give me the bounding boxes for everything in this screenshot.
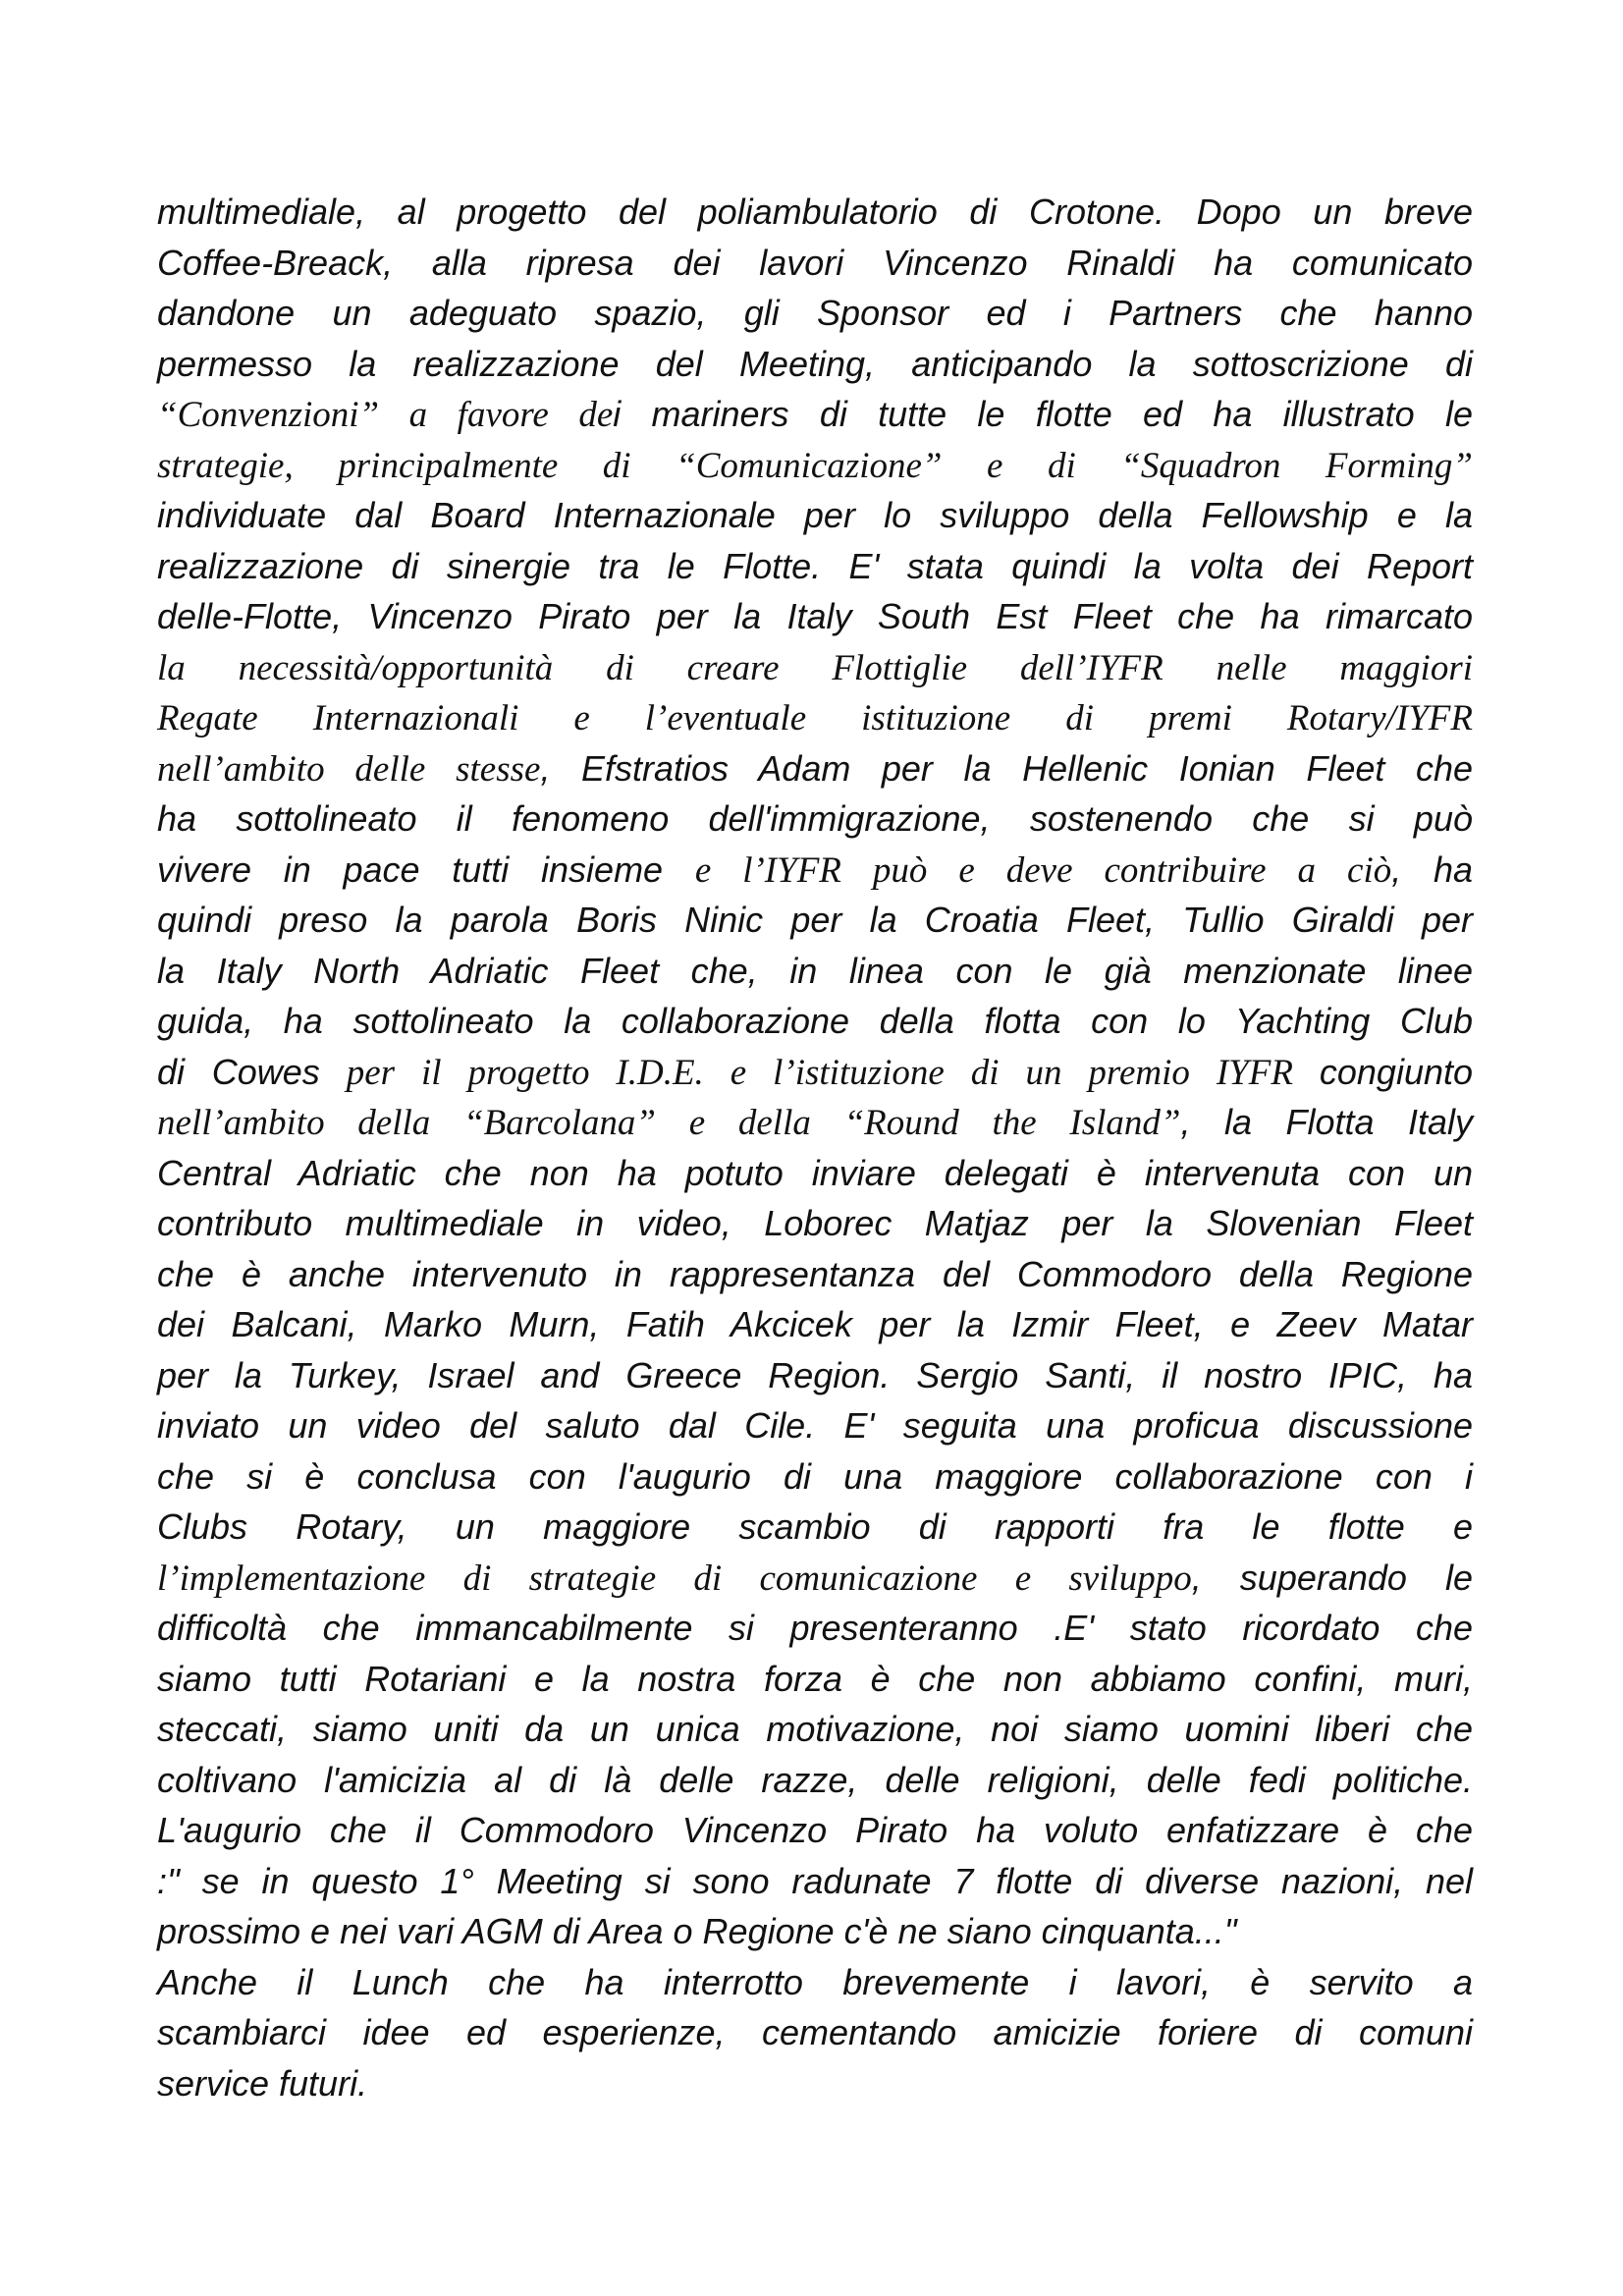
text-segment: dei Balcani, Marko Murn, Fatih Akcicek per la Izmir Fleet, e Zeev Matar [157, 1304, 1473, 1344]
text-line [157, 845, 1473, 896]
text-line [157, 1603, 1473, 1654]
text-segment: l’implementazione di strategie di comunicazione e sviluppo [157, 1558, 1192, 1599]
text-segment: service futuri. [157, 2062, 368, 2104]
text-line [157, 1906, 1473, 1957]
text-segment: per il progetto I.D.E. e l’istituzione di un premio IYFR [319, 1052, 1320, 1093]
text-segment: che si è conclusa con l'augurio di una maggiore collaborazione con i [157, 1455, 1473, 1497]
text-line [157, 946, 1473, 997]
text-line [157, 1755, 1473, 1806]
text-segment: :" se in questo 1° Meeting si sono radunate 7 flotte di diverse nazioni, nel [157, 1860, 1473, 1901]
text-line [157, 996, 1473, 1047]
text-line [157, 1198, 1473, 1249]
text-line [157, 1047, 1473, 1098]
text-line [157, 793, 1473, 845]
text-line [157, 1805, 1473, 1856]
text-segment: individuate dal Board Internazionale per lo sviluppo della Fellowship e la [157, 495, 1473, 535]
text-segment: realizzazione di sinergie tra le Flotte. E' stata quindi la volta dei Report [157, 545, 1473, 586]
text-line [157, 339, 1473, 390]
text-line [157, 187, 1473, 238]
text-segment: , superando le [1191, 1557, 1473, 1598]
text-line [157, 1502, 1473, 1553]
text-segment: quindi preso la parola Boris Ninic per la Croatia Fleet, Tullio Giraldi per [157, 900, 1473, 940]
text-segment: , la Flotta Italy [1180, 1102, 1473, 1142]
text-segment: delle-Flotte, Vincenzo Pirato per la Italy South Est Fleet che ha rimarcato [157, 596, 1473, 636]
text-line [157, 389, 1473, 440]
text-segment: permesso la realizzazione del Meeting, anticipando la sottoscrizione di [157, 343, 1473, 384]
text-segment: steccati, siamo uniti da un unica motivazione, noi siamo uomini liberi che [157, 1709, 1473, 1749]
text-segment: ha sottolineato il fenomeno dell'immigrazione, sostenendo che si può [157, 798, 1473, 839]
text-line [157, 288, 1473, 339]
text-line [157, 1400, 1473, 1451]
text-line [157, 692, 1473, 743]
text-line [157, 1553, 1473, 1604]
text-segment: Central Adriatic che non ha potuto inviare delegati è intervenuta con un [157, 1152, 1473, 1193]
text-segment: nell’ambito delle stesse [157, 748, 541, 790]
text-line [157, 895, 1473, 946]
text-segment: prossimo e nei vari AGM di Area o Regione c'è ne siano cinquanta..." [157, 1911, 1237, 1951]
text-segment: strategie, principalmente di “Comunicazione” e di “Squadron Forming” [157, 445, 1473, 486]
text-line [157, 1148, 1473, 1199]
text-line [157, 642, 1473, 693]
text-segment: guida, ha sottolineato la collaborazione della flotta con lo Yachting Club [157, 1001, 1473, 1041]
text-segment: dandone un adeguato spazio, gli Sponsor ed i Partners che hanno [157, 293, 1473, 333]
text-line [157, 541, 1473, 592]
text-segment: la Italy North Adriatic Fleet che, in linea con le già menzionate linee [157, 950, 1473, 991]
text-segment: per la Turkey, Israel and Greece Region. Sergio Santi, il nostro IPIC, ha [157, 1354, 1473, 1395]
text-line [157, 2007, 1473, 2058]
body-paragraph [157, 187, 1473, 2108]
text-segment: contributo multimediale in video, Loborec Matjaz per la Slovenian Fleet [157, 1203, 1473, 1243]
text-segment: L'augurio che il Commodoro Vincenzo Pirato ha voluto enfatizzare è che [157, 1810, 1473, 1850]
text-segment: Anche il Lunch che ha interrotto brevemente i lavori, è servito a [157, 1961, 1473, 2002]
text-segment: , ha [1391, 848, 1474, 890]
text-segment: coltivano l'amicizia al di là delle razze, delle religioni, delle fedi politiche. [157, 1759, 1473, 1800]
text-segment: Clubs Rotary, un maggiore scambio di rapporti fra le flotte e [157, 1506, 1473, 1547]
text-line [157, 1704, 1473, 1755]
text-line [157, 490, 1473, 541]
text-line [157, 1451, 1473, 1503]
text-line [157, 238, 1473, 289]
text-segment: , Efstratios Adam per la Hellenic Ionian Fleet che [540, 747, 1473, 789]
text-segment: inviato un video del saluto dal Cile. E' seguita una proficua discussione [157, 1405, 1473, 1446]
text-segment: che è anche intervenuto in rappresentanza del Commodoro della Regione [157, 1253, 1473, 1294]
text-segment: Coffee-Breack, alla ripresa dei lavori Vincenzo Rinaldi ha comunicato [157, 242, 1473, 283]
text-segment: nell’ambito della “Barcolana” e della “Round the Island” [157, 1103, 1181, 1143]
text-segment: siamo tutti Rotariani e la nostra forza è che non abbiamo confini, muri, [157, 1658, 1473, 1699]
text-segment: di Cowes [157, 1051, 320, 1092]
text-line [157, 743, 1473, 794]
text-line [157, 591, 1473, 642]
text-line [157, 1299, 1473, 1350]
text-line [157, 1249, 1473, 1300]
text-line [157, 1097, 1473, 1148]
text-segment: difficoltà che immancabilmente si presenteranno .E' stato ricordato che [157, 1608, 1473, 1648]
text-line [157, 1654, 1473, 1705]
text-segment: la necessità/opportunità di creare Flottiglie dell’IYFR nelle maggiori [157, 647, 1473, 688]
text-segment: Regate Internazionali e l’eventuale istituzione di premi Rotary/IYFR [157, 698, 1473, 738]
document-page [157, 187, 1473, 2108]
text-segment: congiunto [1319, 1051, 1474, 1092]
text-segment: scambiarci idee ed esperienze, cementando amicizie foriere di comuni [157, 2012, 1473, 2052]
text-segment: e l’IYFR può e deve contribuire a ciò [694, 849, 1392, 891]
text-line [157, 2058, 1473, 2109]
text-segment: multimediale, al progetto del poliambulatorio di Crotone. Dopo un breve [157, 191, 1473, 232]
text-line [157, 1957, 1473, 2008]
text-line [157, 1350, 1473, 1401]
text-segment: vivere in pace tutti insieme [157, 848, 695, 890]
text-line [157, 440, 1473, 491]
text-line [157, 1856, 1473, 1907]
text-segment: i mariners di tutte le flotte ed ha illustrato le [613, 394, 1473, 434]
text-segment: “Convenzioni” a favore de [157, 395, 614, 435]
